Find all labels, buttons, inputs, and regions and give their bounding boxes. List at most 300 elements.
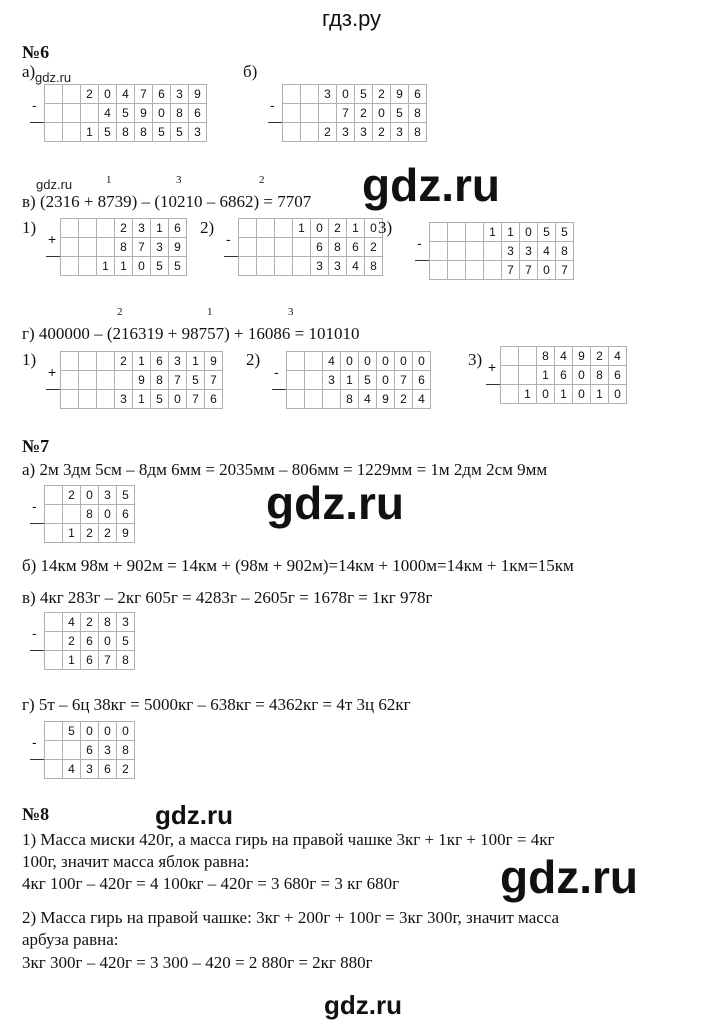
digit-cell: 6 (99, 760, 117, 779)
digit-cell: 3 (169, 352, 187, 371)
digit-cell (283, 104, 301, 123)
calc-result-row (272, 390, 431, 409)
digit-cell: 0 (341, 352, 359, 371)
calc-result-row (46, 257, 187, 276)
digit-cell: 0 (373, 104, 391, 123)
operation-sign (46, 219, 61, 247)
digit-cell (97, 390, 115, 409)
digit-cell: 0 (365, 219, 383, 238)
digit-cell: 3 (520, 242, 538, 261)
digit-cell: 3 (171, 85, 189, 104)
digit-cell: 0 (377, 352, 395, 371)
digit-cell: 4 (63, 760, 81, 779)
step-label: 3) (378, 218, 393, 237)
digit-cell: 7 (99, 651, 117, 670)
operation-sign (486, 347, 501, 375)
digit-cell: 5 (538, 223, 556, 242)
digit-cell: 4 (538, 242, 556, 261)
calc-operand-row (30, 505, 135, 524)
calc-7a (30, 485, 135, 543)
digit-cell: 0 (359, 352, 377, 371)
digit-cell: 0 (395, 352, 413, 371)
digit-cell: 8 (117, 123, 135, 142)
digit-cell: 3 (323, 371, 341, 390)
task-6-v-expression: в) (2316 + 8739) – (10210 – 6862) = 7707 (22, 192, 312, 211)
digit-cell: 2 (99, 524, 117, 543)
digit-cell: 8 (341, 390, 359, 409)
digit-cell: 3 (391, 123, 409, 142)
digit-cell: 9 (189, 85, 207, 104)
digit-cell: 2 (365, 238, 383, 257)
digit-cell (79, 371, 97, 390)
order-mark: 1 (207, 306, 213, 318)
digit-cell: 4 (413, 390, 431, 409)
calc-grid (30, 721, 135, 779)
calc-operand-row (268, 85, 427, 104)
digit-cell (305, 352, 323, 371)
digit-cell: 8 (591, 366, 609, 385)
digit-cell (45, 632, 63, 651)
digit-cell (301, 123, 319, 142)
calc-grid (268, 84, 427, 142)
operation-sign (30, 486, 45, 514)
digit-cell (466, 261, 484, 280)
digit-cell (239, 257, 257, 276)
digit-cell (45, 505, 63, 524)
digit-cell: 5 (151, 390, 169, 409)
calc-operand-row (30, 613, 135, 632)
task-6-b-label: б) (243, 62, 258, 81)
calc-grid (30, 612, 135, 670)
step-label: 2) (200, 218, 215, 237)
calc-operand-row (224, 219, 383, 238)
operation-sign (46, 352, 61, 380)
calc-6g-step3 (486, 346, 627, 404)
digit-cell: 9 (133, 371, 151, 390)
digit-cell: 4 (347, 257, 365, 276)
digit-cell: 3 (355, 123, 373, 142)
digit-cell (301, 104, 319, 123)
task-7-g-text: г) 5т – 6ц 38кг = 5000кг – 638кг = 4362кг = 4т 3ц 62кг (22, 695, 411, 714)
digit-cell: 0 (99, 505, 117, 524)
digit-cell (257, 257, 275, 276)
calc-result-row (30, 651, 135, 670)
operation-sign-symbol: + (488, 358, 497, 375)
digit-cell (97, 219, 115, 238)
task-8-p2-line3: 3кг 300г – 420г = 3 300 – 420 = 2 880г = 2кг 880г (22, 953, 373, 972)
digit-cell: 0 (609, 385, 627, 404)
digit-cell (323, 390, 341, 409)
digit-cell: 8 (151, 371, 169, 390)
digit-cell: 6 (169, 219, 187, 238)
digit-cell (430, 261, 448, 280)
operation-sign-symbol: + (48, 230, 57, 247)
digit-cell: 8 (135, 123, 153, 142)
operation-sign (46, 390, 61, 409)
operation-sign-symbol: - (32, 96, 37, 113)
calc-operand-row (30, 722, 135, 741)
digit-cell: 3 (117, 613, 135, 632)
digit-cell (79, 238, 97, 257)
digit-cell: 8 (115, 238, 133, 257)
digit-cell: 1 (591, 385, 609, 404)
digit-cell: 3 (319, 85, 337, 104)
digit-cell: 5 (117, 632, 135, 651)
digit-cell: 1 (187, 352, 205, 371)
operation-sign-symbol: - (32, 733, 37, 750)
digit-cell: 5 (117, 486, 135, 505)
operation-sign-symbol: - (270, 96, 275, 113)
digit-cell (484, 242, 502, 261)
digit-cell (275, 219, 293, 238)
digit-cell: 6 (413, 371, 431, 390)
digit-cell: 5 (359, 371, 377, 390)
calc-operand-row (46, 352, 223, 371)
digit-cell: 0 (99, 722, 117, 741)
digit-cell: 4 (323, 352, 341, 371)
calc-operand-row (46, 219, 187, 238)
calc-operand-row (30, 85, 207, 104)
operation-sign-symbol: - (417, 234, 422, 251)
digit-cell: 7 (135, 85, 153, 104)
digit-cell (81, 104, 99, 123)
calc-grid (30, 84, 207, 142)
digit-cell (97, 371, 115, 390)
operation-sign (415, 261, 430, 280)
digit-cell (501, 366, 519, 385)
digit-cell (283, 123, 301, 142)
digit-cell: 6 (153, 85, 171, 104)
digit-cell: 0 (81, 486, 99, 505)
calc-operand-row (30, 741, 135, 760)
operation-sign-symbol: - (32, 497, 37, 514)
digit-cell: 0 (99, 85, 117, 104)
digit-cell: 6 (151, 352, 169, 371)
digit-cell: 8 (117, 741, 135, 760)
digit-cell (430, 242, 448, 261)
digit-cell: 9 (169, 238, 187, 257)
calc-6a (30, 84, 207, 142)
operation-sign (30, 123, 45, 142)
watermark-large: gdz.ru (266, 477, 404, 529)
digit-cell: 0 (81, 722, 99, 741)
digit-cell (305, 371, 323, 390)
digit-cell: 8 (81, 505, 99, 524)
task-8-p1-line3: 4кг 100г – 420г = 4 100кг – 420г = 3 680г = 3 кг 680г (22, 874, 400, 893)
digit-cell (61, 219, 79, 238)
digit-cell (519, 366, 537, 385)
digit-cell: 9 (573, 347, 591, 366)
digit-cell (301, 85, 319, 104)
digit-cell (45, 613, 63, 632)
digit-cell: 2 (115, 219, 133, 238)
step-label: 2) (246, 350, 261, 369)
calc-6b (268, 84, 427, 142)
digit-cell: 3 (337, 123, 355, 142)
digit-cell (275, 238, 293, 257)
digit-cell: 3 (502, 242, 520, 261)
task-6-title: №6 (22, 42, 50, 62)
digit-cell: 8 (537, 347, 555, 366)
watermark-medium: gdz.ru (324, 990, 402, 1020)
calc-result-row (224, 257, 383, 276)
digit-cell: 3 (99, 486, 117, 505)
watermark-large: gdz.ru (362, 159, 500, 211)
digit-cell: 2 (355, 104, 373, 123)
digit-cell: 3 (81, 760, 99, 779)
operation-sign-symbol: - (32, 624, 37, 641)
operation-sign (268, 85, 283, 113)
digit-cell: 6 (189, 104, 207, 123)
calc-result-row (46, 390, 223, 409)
calc-grid (415, 222, 574, 280)
calc-operand-row (30, 632, 135, 651)
operation-sign-symbol: - (274, 363, 279, 380)
calc-grid (46, 351, 223, 409)
operation-sign (486, 385, 501, 404)
calc-6g-step2 (272, 351, 431, 409)
digit-cell: 8 (409, 104, 427, 123)
digit-cell: 5 (391, 104, 409, 123)
digit-cell (45, 651, 63, 670)
calc-operand-row (272, 352, 431, 371)
digit-cell (293, 257, 311, 276)
digit-cell: 0 (377, 371, 395, 390)
digit-cell: 3 (133, 219, 151, 238)
digit-cell: 6 (81, 741, 99, 760)
digit-cell: 2 (117, 760, 135, 779)
digit-cell: 1 (115, 257, 133, 276)
digit-cell: 9 (205, 352, 223, 371)
watermark-medium: gdz.ru (155, 800, 233, 830)
digit-cell: 1 (63, 524, 81, 543)
operation-sign (268, 123, 283, 142)
calc-operand-row (415, 223, 574, 242)
digit-cell (305, 390, 323, 409)
digit-cell: 8 (329, 238, 347, 257)
digit-cell (79, 257, 97, 276)
calc-operand-row (30, 104, 207, 123)
digit-cell (115, 371, 133, 390)
digit-cell: 7 (556, 261, 574, 280)
calc-result-row (30, 123, 207, 142)
digit-cell (61, 371, 79, 390)
digit-cell: 4 (359, 390, 377, 409)
digit-cell: 6 (409, 85, 427, 104)
digit-cell: 1 (519, 385, 537, 404)
task-8-p2-line2: арбуза равна: (22, 930, 119, 949)
digit-cell: 1 (81, 123, 99, 142)
calc-operand-row (486, 347, 627, 366)
digit-cell: 6 (555, 366, 573, 385)
calc-result-row (30, 524, 135, 543)
digit-cell: 6 (609, 366, 627, 385)
digit-cell: 0 (99, 632, 117, 651)
digit-cell: 4 (63, 613, 81, 632)
step-label: 3) (468, 350, 483, 369)
calc-operand-row (415, 242, 574, 261)
task-7-a-text: а) 2м 3дм 5см – 8дм 6мм = 2035мм – 806мм = 1229мм = 1м 2дм 2см 9мм (22, 460, 548, 479)
digit-cell: 0 (413, 352, 431, 371)
calc-6v-step3 (415, 222, 574, 280)
digit-cell: 1 (97, 257, 115, 276)
task-7-b-text: б) 14км 98м + 902м = 14км + (98м + 902м)=14км + 1000м=14км + 1км=15км (22, 556, 574, 575)
task-8-p2-line1: 2) Масса гирь на правой чашке: 3кг + 200г + 100г = 3кг 300г, значит масса (22, 908, 560, 927)
digit-cell (61, 238, 79, 257)
digit-cell: 0 (311, 219, 329, 238)
digit-cell (79, 390, 97, 409)
digit-cell: 5 (169, 257, 187, 276)
digit-cell (63, 505, 81, 524)
digit-cell: 7 (205, 371, 223, 390)
calc-operand-row (30, 486, 135, 505)
digit-cell (319, 104, 337, 123)
step-label: 1) (22, 350, 37, 369)
digit-cell: 3 (311, 257, 329, 276)
digit-cell: 3 (329, 257, 347, 276)
digit-cell (97, 238, 115, 257)
digit-cell: 9 (117, 524, 135, 543)
digit-cell: 7 (502, 261, 520, 280)
digit-cell: 1 (151, 219, 169, 238)
operation-sign (224, 257, 239, 276)
digit-cell (287, 352, 305, 371)
digit-cell: 0 (538, 261, 556, 280)
digit-cell: 8 (117, 651, 135, 670)
digit-cell: 8 (171, 104, 189, 123)
operation-sign (30, 524, 45, 543)
digit-cell: 0 (537, 385, 555, 404)
digit-cell (287, 390, 305, 409)
digit-cell (61, 390, 79, 409)
operation-sign (46, 257, 61, 276)
digit-cell: 8 (99, 613, 117, 632)
digit-cell: 5 (99, 123, 117, 142)
operation-sign (30, 85, 45, 113)
digit-cell (484, 261, 502, 280)
digit-cell (45, 123, 63, 142)
digit-cell (79, 352, 97, 371)
digit-cell: 5 (151, 257, 169, 276)
digit-cell: 6 (81, 651, 99, 670)
digit-cell (293, 238, 311, 257)
operation-sign (30, 651, 45, 670)
calc-operand-row (46, 371, 223, 390)
digit-cell: 2 (319, 123, 337, 142)
digit-cell: 4 (555, 347, 573, 366)
digit-cell: 0 (117, 722, 135, 741)
digit-cell (239, 219, 257, 238)
digit-cell: 7 (187, 390, 205, 409)
watermark-small: gdz.ru (36, 177, 73, 192)
calc-operand-row (272, 371, 431, 390)
digit-cell: 3 (151, 238, 169, 257)
operation-sign (415, 223, 430, 251)
digit-cell (466, 223, 484, 242)
operation-sign-symbol: - (226, 230, 231, 247)
digit-cell: 1 (555, 385, 573, 404)
digit-cell: 5 (187, 371, 205, 390)
digit-cell (61, 257, 79, 276)
task-6-g-expression: г) 400000 – (216319 + 98757) + 16086 = 101010 (22, 324, 360, 343)
digit-cell (466, 242, 484, 261)
digit-cell: 2 (115, 352, 133, 371)
task-6-a-label: а) (22, 62, 36, 81)
digit-cell: 9 (377, 390, 395, 409)
digit-cell: 0 (169, 390, 187, 409)
calc-operand-row (224, 238, 383, 257)
calc-grid (272, 351, 431, 409)
watermark-large: gdz.ru (500, 851, 638, 903)
digit-cell: 0 (337, 85, 355, 104)
operation-sign (272, 352, 287, 380)
digit-cell: 1 (133, 390, 151, 409)
calc-7v (30, 612, 135, 670)
operation-sign (224, 219, 239, 247)
calc-operand-row (486, 366, 627, 385)
digit-cell: 3 (189, 123, 207, 142)
digit-cell: 4 (609, 347, 627, 366)
digit-cell: 7 (337, 104, 355, 123)
calc-7g (30, 721, 135, 779)
digit-cell: 2 (81, 613, 99, 632)
calc-grid (46, 218, 187, 276)
digit-cell: 6 (117, 505, 135, 524)
digit-cell (97, 352, 115, 371)
digit-cell: 1 (341, 371, 359, 390)
digit-cell: 4 (99, 104, 117, 123)
digit-cell: 2 (63, 486, 81, 505)
digit-cell (45, 104, 63, 123)
digit-cell (287, 371, 305, 390)
digit-cell: 0 (520, 223, 538, 242)
digit-cell: 8 (365, 257, 383, 276)
digit-cell: 2 (329, 219, 347, 238)
operation-sign (30, 722, 45, 750)
digit-cell: 3 (99, 741, 117, 760)
digit-cell (501, 385, 519, 404)
task-8-p1-line2: 100г, значит масса яблок равна: (22, 852, 250, 871)
calc-operand-row (46, 238, 187, 257)
digit-cell: 3 (115, 390, 133, 409)
calc-grid (30, 485, 135, 543)
digit-cell: 8 (556, 242, 574, 261)
digit-cell: 1 (293, 219, 311, 238)
digit-cell (63, 104, 81, 123)
digit-cell (257, 219, 275, 238)
task-7-title: №7 (22, 436, 50, 456)
digit-cell (79, 219, 97, 238)
digit-cell (519, 347, 537, 366)
digit-cell (448, 223, 466, 242)
digit-cell (63, 741, 81, 760)
digit-cell: 6 (311, 238, 329, 257)
digit-cell (501, 347, 519, 366)
calc-6v-step1 (46, 218, 187, 276)
digit-cell (430, 223, 448, 242)
calc-result-row (30, 760, 135, 779)
digit-cell: 5 (171, 123, 189, 142)
digit-cell: 7 (395, 371, 413, 390)
digit-cell: 0 (133, 257, 151, 276)
digit-cell (275, 257, 293, 276)
operation-sign (272, 390, 287, 409)
operation-sign (30, 760, 45, 779)
digit-cell (448, 242, 466, 261)
task-8-title: №8 (22, 804, 50, 824)
digit-cell: 5 (153, 123, 171, 142)
calc-6g-step1 (46, 351, 223, 409)
